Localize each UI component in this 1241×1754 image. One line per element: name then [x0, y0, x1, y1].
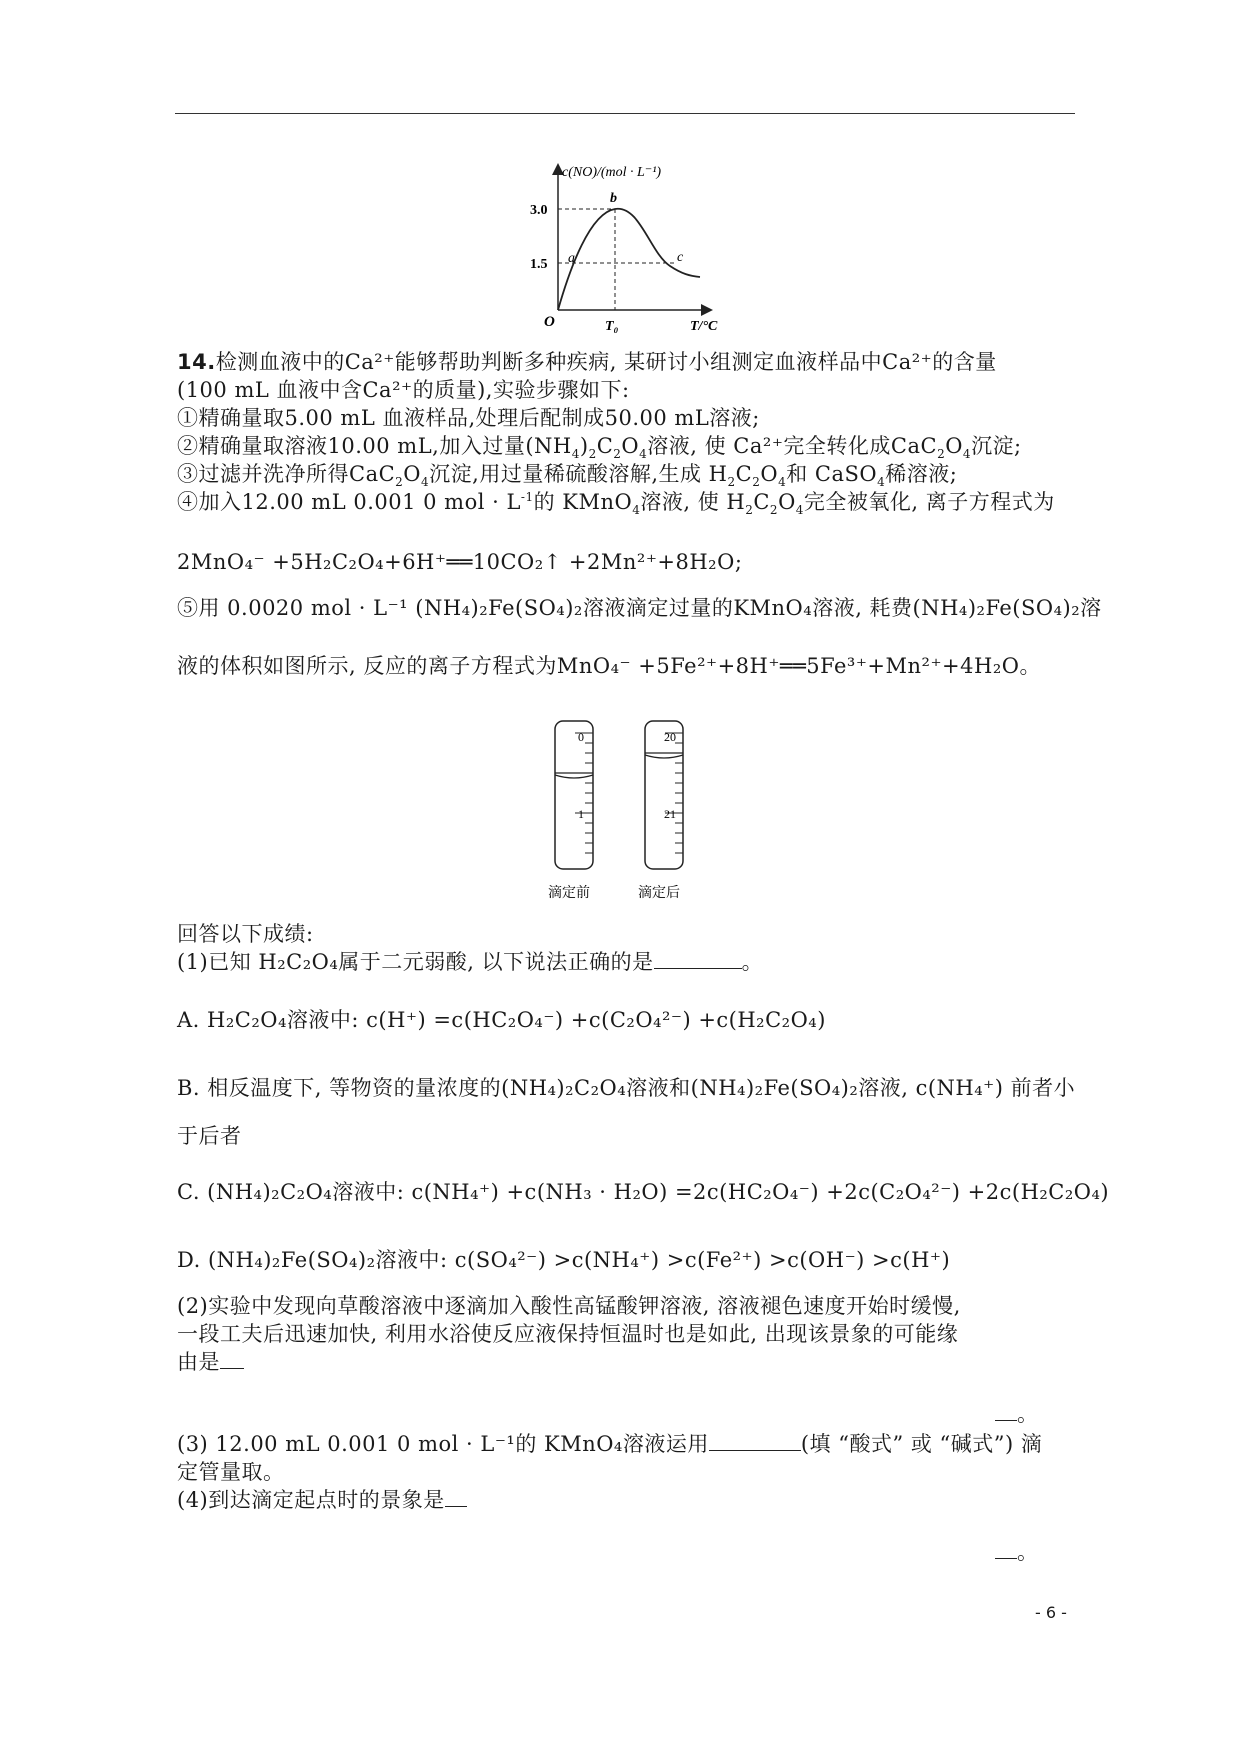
part-2-line-2: 一段工夫后迅速加快, 利用水浴使反应液保持恒温时也是如此, 出现该景象的可能缘: [177, 1322, 959, 1346]
step-3: ③过滤并洗净所得$CaC_2O_4$沉淀,用过量稀硫酸溶解,生成 $H_2C_2O_4$和 CaSO$_4$稀溶液;: [177, 462, 958, 490]
option-b-line-2: 于后者: [177, 1124, 242, 1148]
x-axis-label: T/°C: [690, 319, 718, 333]
equation-1: 2MnO₄⁻ +5H₂C₂O₄+6H⁺══10CO₂↑ +2Mn²⁺+8H₂O;: [177, 550, 743, 574]
header-rule: [175, 113, 1075, 114]
svg-text:20: 20: [664, 730, 676, 744]
step-4: ④加入12.00 mL 0.001 0 mol · $L^{-1}$的 KMnO$_4$溶液, 使 $H_2C_2O_4$完全被氧化, 离子方程式为: [177, 490, 1055, 518]
option-c: C. (NH₄)₂C₂O₄溶液中: c(NH₄⁺) +c(NH₃ · H₂O) =2c(HC₂O₄⁻) +2c(C₂O₄²⁻) +2c(H₂C₂O₄): [177, 1180, 1110, 1204]
answer-blank-2[interactable]: [220, 1348, 244, 1369]
step-5-line-2: 液的体积如图所示, 反应的离子方程式为MnO₄⁻ +5Fe²⁺+8H⁺══5Fe³⁺+Mn²⁺+4H₂O。: [177, 654, 1041, 678]
answer-prompt: 回答以下成绩:: [177, 922, 314, 946]
x-tick-t0: T₀: [605, 319, 619, 333]
page-number: - 6 -: [1035, 1603, 1067, 1622]
option-a: A. H₂C₂O₄溶液中: c(H⁺) =c(HC₂O₄⁻) +c(C₂O₄²⁻) +c(H₂C₂O₄): [177, 1008, 826, 1032]
before-label: 滴定前: [548, 886, 590, 901]
y-tick-1-5: 1.5: [530, 257, 548, 272]
burette-figure: [540, 715, 710, 905]
part-2-line-1: (2)实验中发现向草酸溶液中逐滴加入酸性高锰酸钾溶液, 溶液褪色速度开始时缓慢,: [177, 1294, 961, 1318]
point-a: a: [568, 251, 575, 266]
point-c: c: [677, 250, 684, 265]
part-4-end: 。: [995, 1538, 1039, 1566]
question-number: 14.: [177, 350, 216, 374]
concentration-temperature-graph: [520, 158, 720, 333]
answer-blank-1[interactable]: [654, 948, 742, 969]
point-b: b: [610, 191, 617, 206]
origin-label: O: [544, 314, 555, 330]
after-label: 滴定后: [638, 886, 680, 901]
part-4: (4)到达滴定起点时的景象是: [177, 1486, 467, 1514]
burette-before: [555, 721, 593, 869]
part-1: (1)已知 H₂C₂O₄属于二元弱酸, 以下说法正确的是 。: [177, 950, 764, 974]
option-b-line-1: B. 相反温度下, 等物资的量浓度的(NH₄)₂C₂O₄溶液和(NH₄)₂Fe(SO₄)₂溶液, c(NH₄⁺) 前者小: [177, 1076, 1076, 1100]
intro-line-1: 14.检测血液中的Ca²⁺能够帮助判断多种疾病, 某研讨小组测定血液样品中Ca²⁺的含量: [177, 350, 997, 374]
part-3-line-1: (3) 12.00 mL 0.001 0 mol · L⁻¹的 KMnO₄溶液运用 (填 “酸式” 或 “碱式”) 滴: [177, 1432, 1043, 1456]
step-5-line-1: ⑤用 0.0020 mol · L⁻¹ (NH₄)₂Fe(SO₄)₂溶液滴定过量的KMnO₄溶液, 耗费(NH₄)₂Fe(SO₄)₂溶: [177, 596, 1102, 620]
svg-text:21: 21: [664, 807, 676, 821]
step-1: ①精确量取5.00 mL 血液样品,处理后配制成50.00 mL溶液;: [177, 406, 760, 430]
svg-text:1: 1: [578, 807, 584, 821]
part-2-end: 。: [995, 1400, 1039, 1428]
y-axis-label: c(NO)/(mol · L⁻¹): [562, 165, 662, 180]
part-3-line-2: 定管量取。: [177, 1460, 285, 1484]
burette-after: [645, 721, 683, 869]
step-2: ②精确量取溶液10.00 mL,加入过量$(NH_4)_2C_2O_4$溶液, 使 Ca²⁺完全转化成$CaC_2O_4$沉淀;: [177, 434, 1022, 462]
svg-text:0: 0: [578, 730, 584, 744]
y-tick-3: 3.0: [530, 203, 548, 218]
option-d: D. (NH₄)₂Fe(SO₄)₂溶液中: c(SO₄²⁻) >c(NH₄⁺) >c(Fe²⁺) >c(OH⁻) >c(H⁺): [177, 1248, 951, 1272]
answer-blank-4[interactable]: [445, 1486, 467, 1507]
part-2-line-3: 由是: [177, 1348, 244, 1376]
answer-blank-3[interactable]: [709, 1430, 801, 1451]
intro-line-2: (100 mL 血液中含Ca²⁺的质量),实验步骤如下:: [177, 378, 630, 402]
